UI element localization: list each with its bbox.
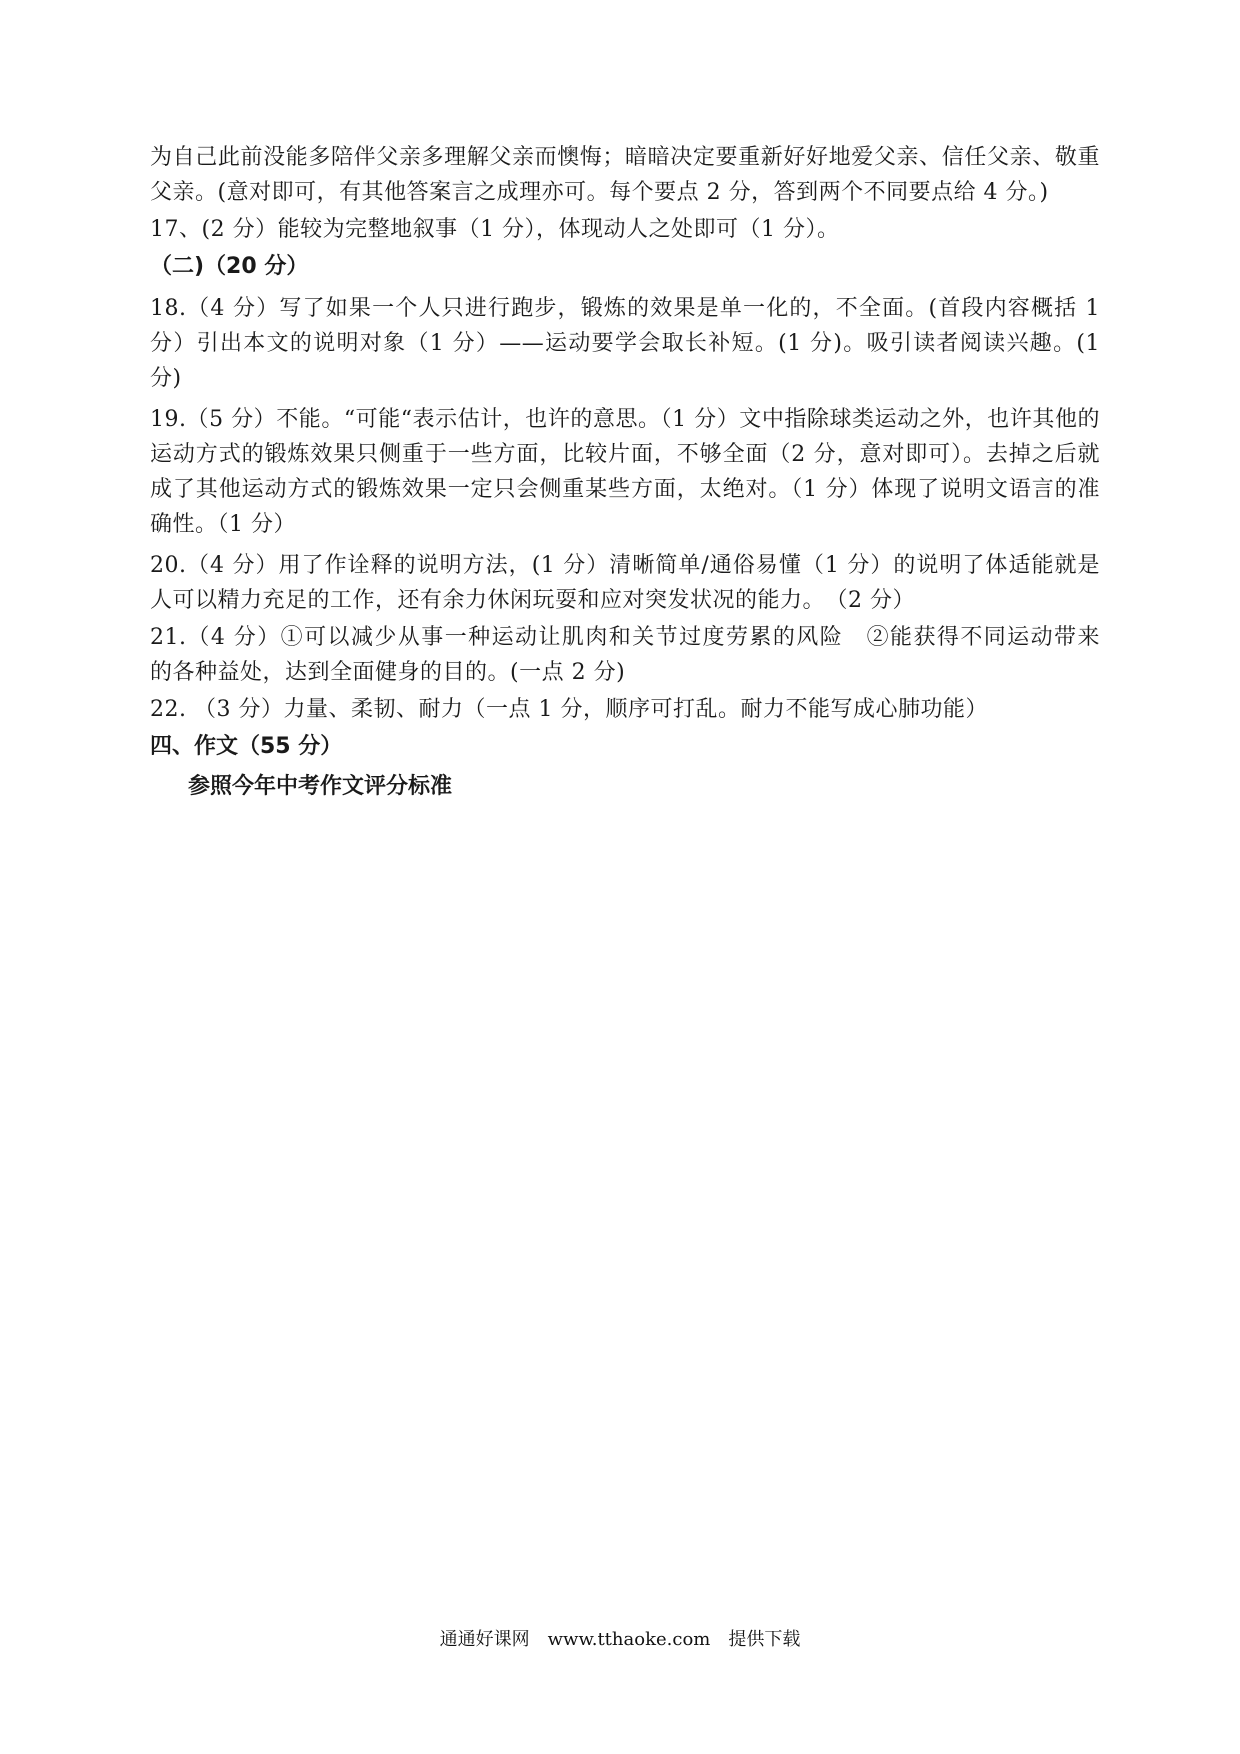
- answer-18: 18.（4 分）写了如果一个人只进行跑步，锻炼的效果是单一化的，不全面。(首段内容概括 1 分）引出本文的说明对象（1 分）——运动要学会取长补短。(1 分)。吸引读者阅读兴趣。(1 分): [150, 296, 1100, 391]
- footer-source: 通通好课网 www.tthaoke.com 提供下载: [439, 1629, 801, 1650]
- answer-key-content: [150, 140, 1130, 805]
- answer-17: 17、(2 分）能较为完整地叙事（1 分），体现动人之处即可（1 分）。: [150, 217, 840, 242]
- answer-20: 20.（4 分）用了作诠释的说明方法，(1 分）清晰简单/通俗易懂（1 分）的说明了体适能就是人可以精力充足的工作，还有余力休闲玩耍和应对突发状况的能力。 （2 分）: [150, 553, 1100, 613]
- section-4-note: 参照今年中考作文评分标准: [188, 774, 453, 799]
- answer-21: 21.（4 分）①可以减少从事一种运动让肌肉和关节过度劳累的风险 ②能获得不同运动带来 的各种益处，达到全面健身的目的。(一点 2 分): [150, 625, 1130, 685]
- answer-22: 22. （3 分）力量、柔韧、耐力（一点 1 分，顺序可打乱。耐力不能写成心肺功能）: [150, 697, 988, 722]
- answer-16-continued: 为自己此前没能多陪伴父亲多理解父亲而懊悔；暗暗决定要重新好好地爱父亲、信任父亲、敬重父亲。(意对即可，有其他答案言之成理亦可。每个要点 2 分，答到两个不同要点给 4 分。): [150, 145, 1100, 205]
- section-4-heading: 四、作文（55 分）: [150, 734, 343, 759]
- section-2-heading: （二)（20 分）: [150, 254, 309, 279]
- answer-19: 19.（5 分）不能。“可能“表示估计，也许的意思。（1 分）文中指除球类运动之外，也许其他的运动方式的锻炼效果只侧重于一些方面，比较片面，不够全面（2 分，意对即可）。去掉之后就成了其他运动方式的锻炼效果一定只会侧重某些方面，太绝对。（1 分）体现了说明文语言的准确性。（1 分）: [150, 407, 1100, 537]
